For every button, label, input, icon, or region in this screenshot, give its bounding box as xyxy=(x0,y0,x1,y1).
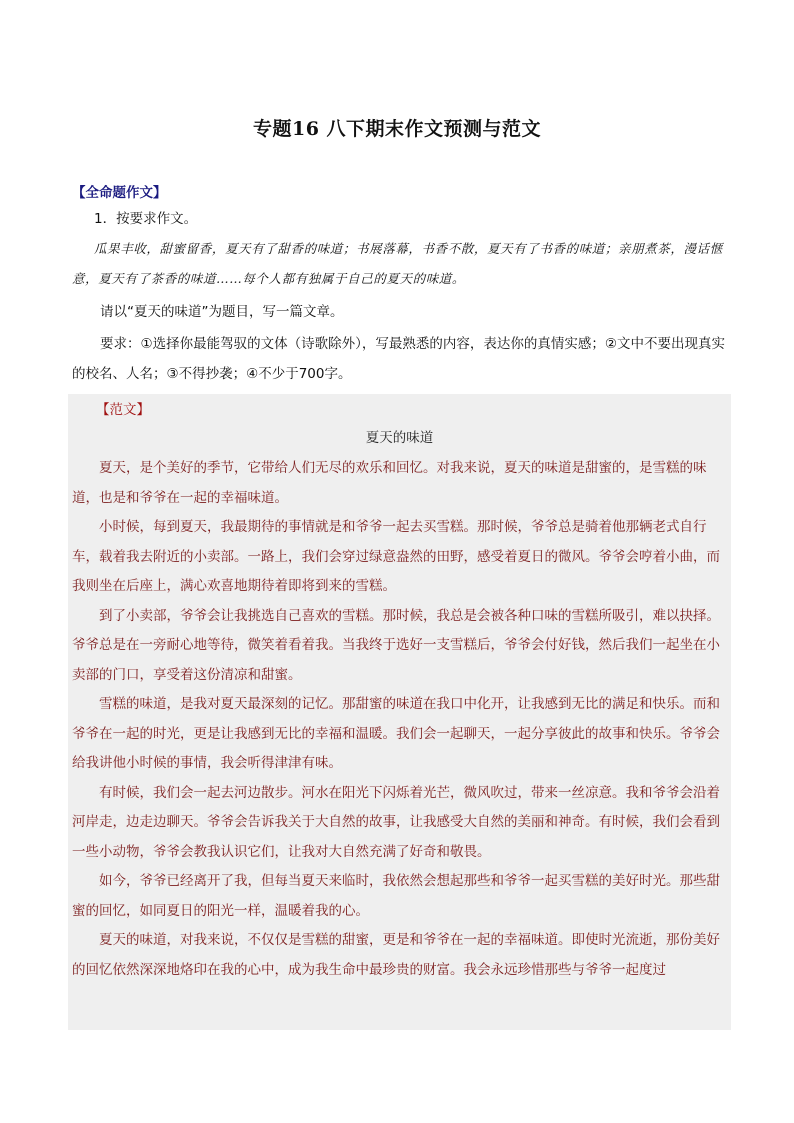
sample-essay-box xyxy=(68,394,731,1030)
section-heading: 【全命题作文】 xyxy=(72,185,167,201)
essay-paragraph: 夏天的味道，对我来说，不仅仅是雪糕的甜蜜，更是和爷爷在一起的幸福味道。即使时光流逝，那份美好的回忆依然深深地烙印在我的心中，成为我生命中最珍贵的财富。我会永远珍惜那些与爷爷一起度过 xyxy=(72,932,720,978)
essay-paragraph: 有时候，我们会一起去河边散步。河水在阳光下闪烁着光芒，微风吹过，带来一丝凉意。我和爷爷会沿着河岸走，边走边聊天。爷爷会告诉我关于大自然的故事，让我感受大自然的美丽和神奇。有时候，我们会看到一些小动物，爷爷会教我认识它们，让我对大自然充满了好奇和敬畏。 xyxy=(72,784,720,860)
essay-body xyxy=(72,454,729,985)
page-title: 专题16 八下期末作文预测与范文 xyxy=(252,118,542,140)
essay-paragraph: 雪糕的味道，是我对夏天最深刻的记忆。那甜蜜的味道在我口中化开，让我感到无比的满足和快乐。而和爷爷在一起的时光，更是让我感到无比的幸福和温暖。我们会一起聊天，一起分享彼此的故事和快乐。爷爷会给我讲他小时候的事情，我会听得津津有味。 xyxy=(72,696,720,771)
requirement-text: 要求：①选择你最能驾驭的文体（诗歌除外），写最熟悉的内容，表达你的真情实感；②文中不要出现真实的校名、人名；③不得抄袭；④不少于700字。 xyxy=(72,336,725,382)
question-number: 1．按要求作文。 xyxy=(94,211,198,227)
essay-tag: 【范文】 xyxy=(96,402,150,418)
instruction-text: 请以“夏天的味道”为题目，写一篇文章。 xyxy=(100,304,344,320)
essay-paragraph: 夏天，是个美好的季节，它带给人们无尽的欢乐和回忆。对我来说，夏天的味道是甜蜜的，是雪糕的味道，也是和爷爷在一起的幸福味道。 xyxy=(72,460,707,506)
essay-paragraph: 小时候，每到夏天，我最期待的事情就是和爷爷一起去买雪糕。那时候，爷爷总是骑着他那辆老式自行车，载着我去附近的小卖部。一路上，我们会穿过绿意盎然的田野，感受着夏日的微风。爷爷会哼着小曲，而我则坐在后座上，满心欢喜地期待着即将到来的雪糕。 xyxy=(72,519,720,594)
essay-paragraph: 到了小卖部，爷爷会让我挑选自己喜欢的雪糕。那时候，我总是会被各种口味的雪糕所吸引，难以抉择。爷爷总是在一旁耐心地等待，微笑着看着我。当我终于选好一支雪糕后，爷爷会付好钱，然后我们一起坐在小卖部的门口，享受着这份清凉和甜蜜。 xyxy=(72,607,720,683)
prompt-quote: 瓜果丰收，甜蜜留香，夏天有了甜香的味道；书展落幕，书香不散，夏天有了书香的味道；亲朋煮茶，漫话惬意，夏天有了茶香的味道……每个人都有独属于自己的夏天的味道。 xyxy=(72,241,723,286)
essay-paragraph: 如今，爷爷已经离开了我，但每当夏天来临时，我依然会想起那些和爷爷一起买雪糕的美好时光。那些甜蜜的回忆，如同夏日的阳光一样，温暖着我的心。 xyxy=(72,873,720,919)
essay-title: 夏天的味道 xyxy=(365,430,434,446)
